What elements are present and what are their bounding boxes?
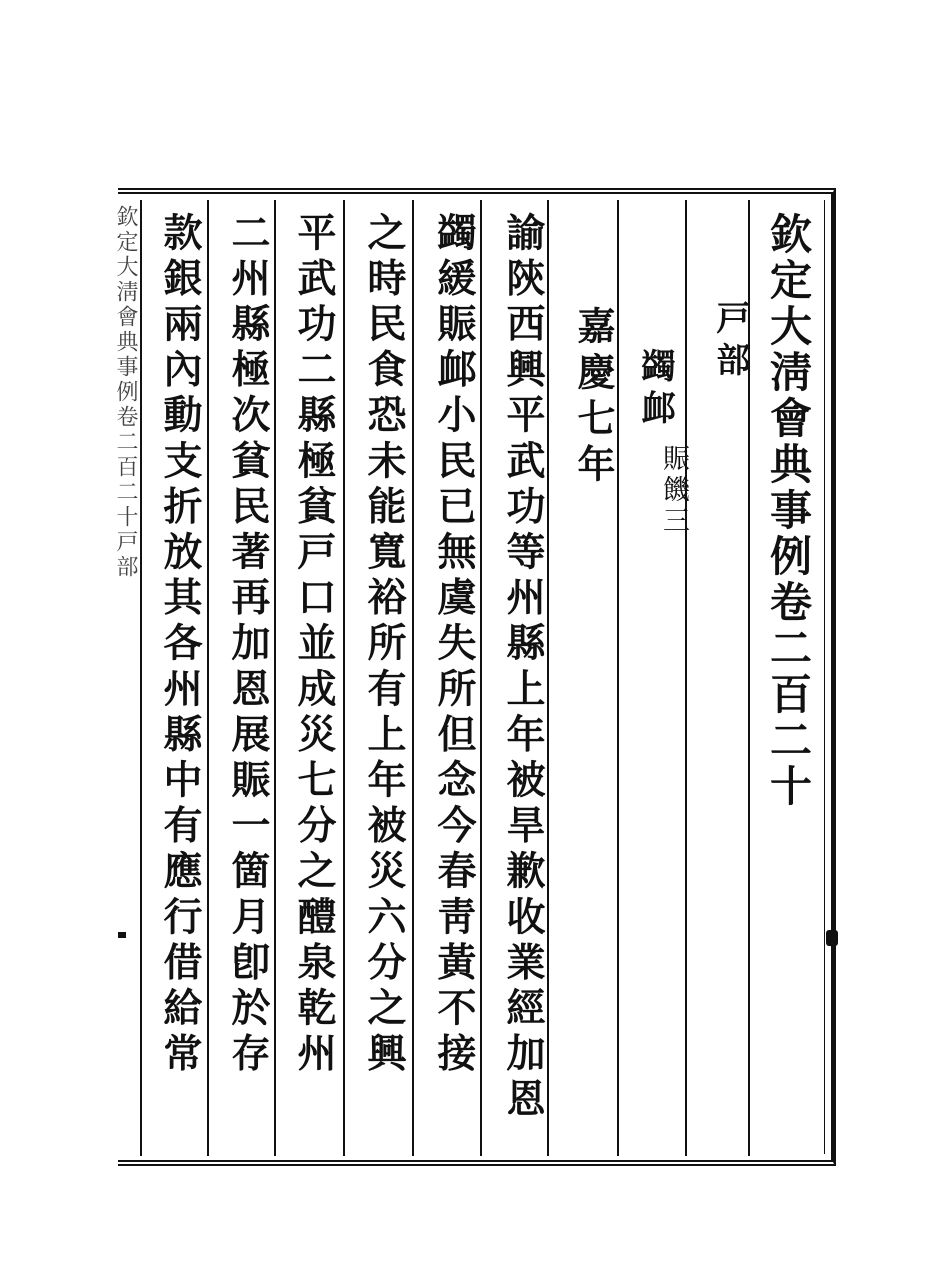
topic-subnote: 賑饑三 (658, 444, 689, 537)
margin-mark (118, 932, 126, 938)
body-column: 諭陝西興平武功等州縣上年被旱歉收業經加恩 (500, 212, 546, 1124)
volume-title: 欽定大淸會典事例卷二百二十 (764, 212, 813, 810)
page-margin-label: 欽定大淸會典事例卷二百二十戸部 (113, 205, 138, 580)
reign-year-heading: 嘉慶七年 (571, 306, 616, 490)
body-column: 之時民食恐未能寬裕所有上年被災六分之興 (361, 212, 407, 1079)
column-divider (685, 200, 687, 1156)
body-column: 款銀兩內動支折放其各州縣中有應行借給常 (157, 212, 203, 1079)
body-column: 平武功二縣極貧戸口並成災七分之醴泉乾州 (291, 212, 337, 1079)
section-heading: 戸部 (710, 300, 750, 384)
body-column: 蠲緩賑䘏小民已無虞失所但念今春靑黃不接 (431, 212, 477, 1079)
frame-inner-rule (824, 200, 825, 1154)
topic-heading: 蠲䘏 (635, 348, 675, 432)
body-column: 二州縣極次貧民著再加恩展賑一箇月卽於存 (225, 212, 271, 1079)
margin-mark (826, 930, 838, 946)
column-divider (343, 200, 345, 1156)
column-divider (412, 200, 414, 1156)
